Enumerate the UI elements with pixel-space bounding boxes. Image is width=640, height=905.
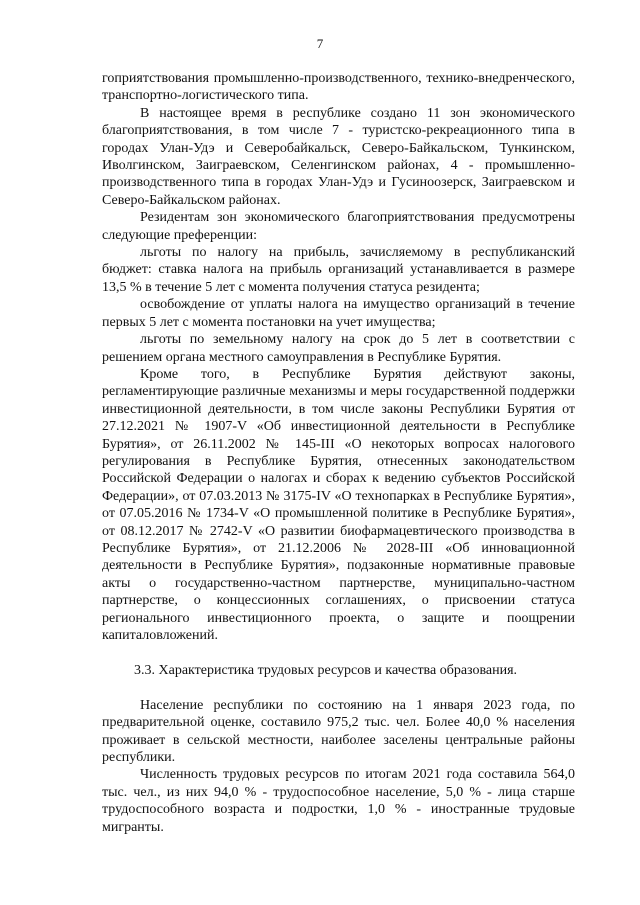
paragraph-profit-tax: льготы по налогу на прибыль, зачисляемому в республиканский бюджет: ставка налога на прибыль организаций устанавливается в размере 13,5 % в течение 5 лет с момента получения статуса резидента; bbox=[102, 245, 575, 295]
paragraph-labor-resources: Численность трудовых ресурсов по итогам 2021 года составила 564,0 тыс. чел., из них 94,0 % - трудоспособное население, 5,0 % - лица старше трудоспособного возраста и подростки, 1,0 % - иностранные трудовые мигранты. bbox=[102, 767, 575, 835]
paragraph-property-tax: освобождение от уплаты налога на имущество организаций в течение первых 5 лет с момента постановки на учет имущества; bbox=[102, 297, 575, 330]
paragraph-land-tax: льготы по земельному налогу на срок до 5 лет в соответствии с решением органа местного самоуправления в Республике Бурятия. bbox=[102, 332, 575, 365]
document-body bbox=[102, 70, 575, 836]
paragraph-population: Население республики по состоянию на 1 января 2023 года, по предварительной оценке, составило 975,2 тыс. чел. Более 40,0 % населения проживает в сельской местности, наиболее заселены центральные районы республики. bbox=[102, 697, 575, 766]
paragraph-continuation: гоприятствования промышленно-производственного, технико-внедренческого, транспортно-логистического типа. bbox=[102, 71, 575, 104]
page-number: 7 bbox=[316, 36, 324, 51]
paragraph-preferences-intro: Резидентам зон экономического благоприятствования предусмотрены следующие преференции: bbox=[102, 210, 575, 243]
paragraph-zones: В настоящее время в республике создано 11 зон экономического благоприятствования, в том числе 7 - туристско-рекреационного типа в городах Улан-Удэ и Северобайкальск, Северо-Байкальском, Тункинском, Иволгинском, Заиграевском, Селенгинском районах, 4 - промышленно-производственного типа в городах Улан-Удэ и Гусиноозерск, Заиграевском и Северо-Байкальском районах. bbox=[102, 105, 575, 208]
section-heading: 3.3. Характеристика трудовых ресурсов и качества образования. bbox=[134, 663, 518, 679]
paragraph-laws: Кроме того, в Республике Бурятия действуют законы, регламентирующие различные механизмы и меры государственной поддержки инвестиционной деятельности, в том числе законы Республики Бурятия от 27.12.2021 № 1907-V «Об инвестиционной деятельности в Республике Бурятия», от 26.11.2002 № 145-III «О некоторых вопросах налогового регулирования в Республике Бурятия, отнесенных законодательством Российской Федерации о налогах и сборах к ведению субъектов Российской Федерации», от 07.03.2013 № 3175-IV «О технопарках в Республике Бурятия», от 07.05.2016 № 1734-V «О промышленной политике в Республике Бурятия», от 08.12.2017 № 2742-V «О развитии биофармацевтического производства в Республике Бурятия», от 21.12.2006 № 2028-III «Об инновационной деятельности в Республике Бурятия», подзаконные нормативные правовые акты о государственно-частном партнерстве, муниципально-частном партнерстве, о концессионных соглашениях, о присвоении статуса регионального инвестиционного проекта, о защите и поощрении капиталовложений. bbox=[102, 366, 575, 643]
